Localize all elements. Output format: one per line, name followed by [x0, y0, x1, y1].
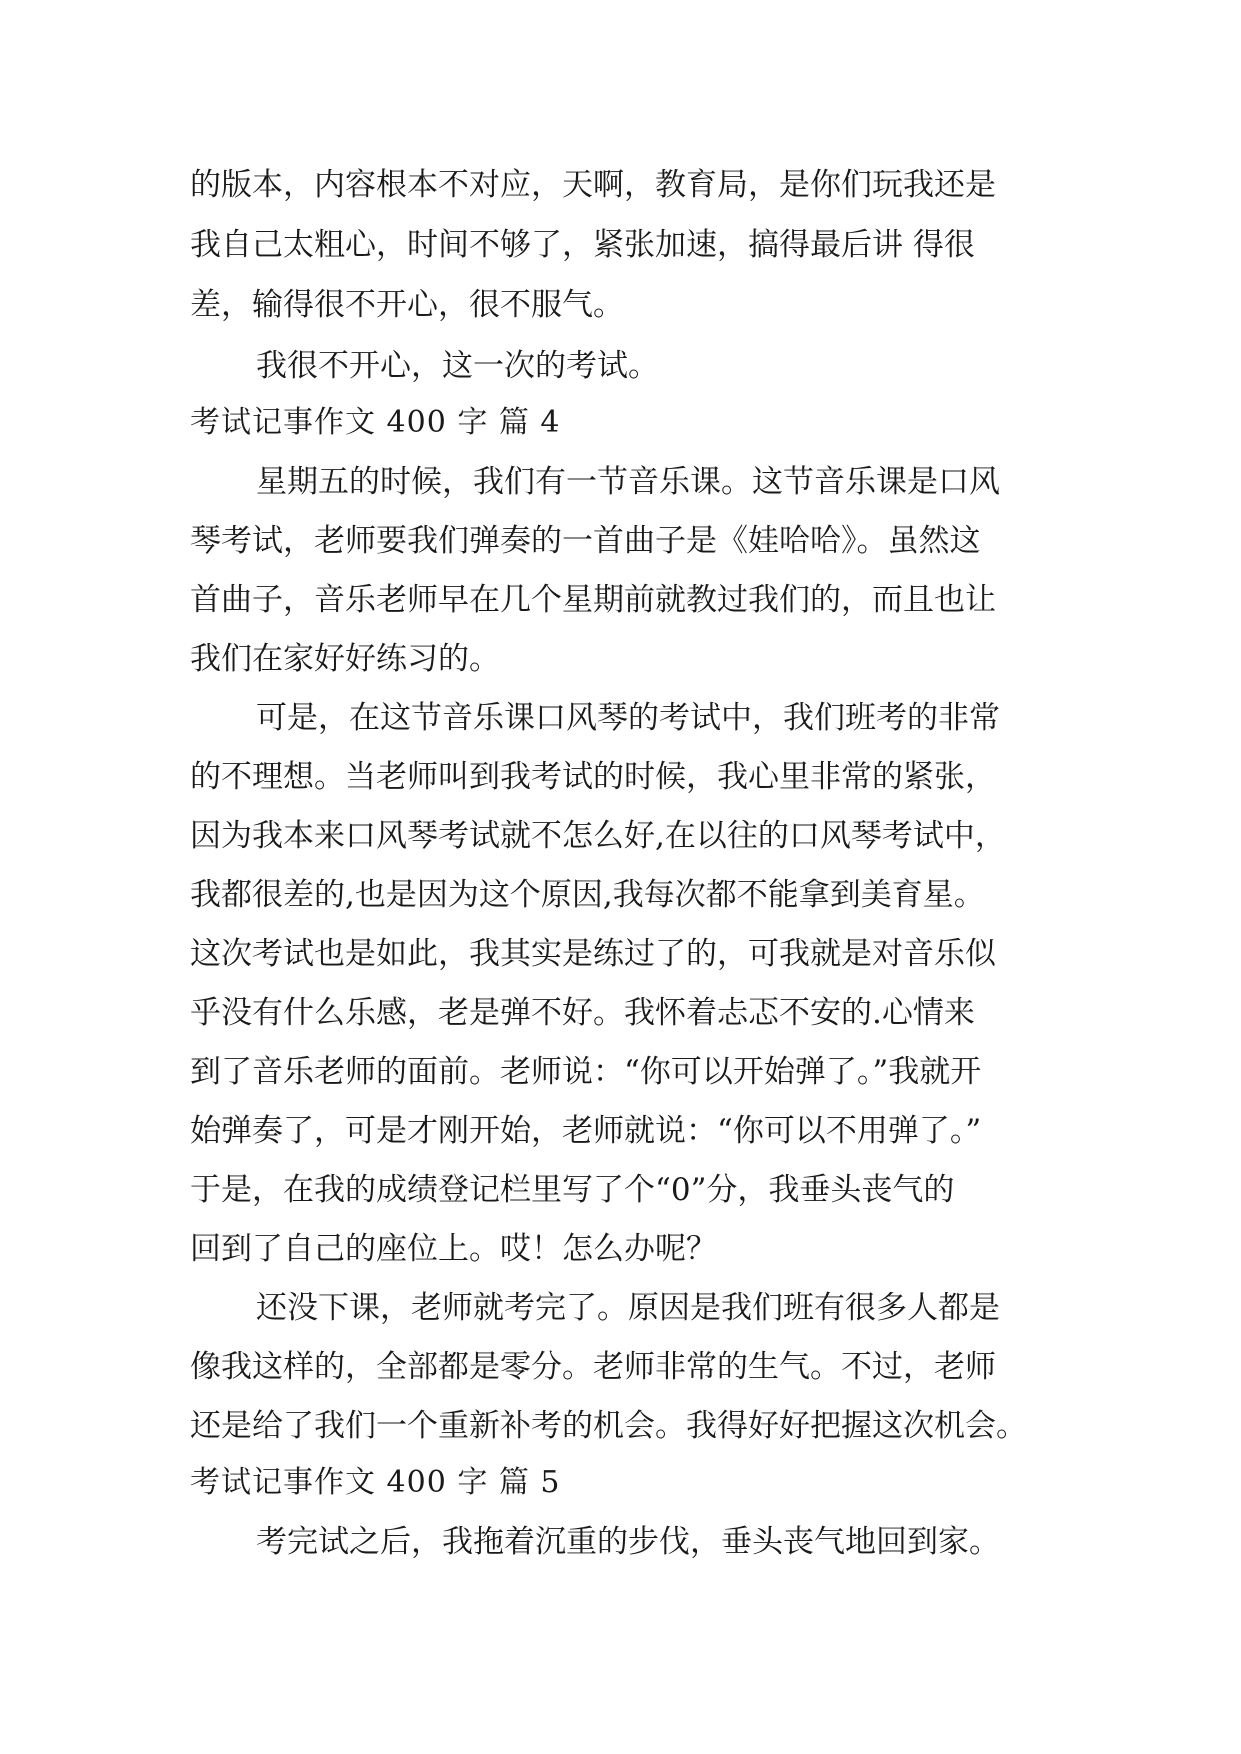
text-line: 首曲子，音乐老师早在几个星期前就教过我们的，而且也让 [190, 582, 996, 618]
text-line: 这次考试也是如此，我其实是练过了的，可我就是对音乐似 [190, 936, 996, 972]
text-line: 琴考试，老师要我们弹奏的一首曲子是《娃哈哈》。虽然这 [190, 523, 981, 559]
text-line: 还没下课，老师就考完了。原因是我们班有很多人都是 [256, 1290, 1000, 1326]
text-line: 我很不开心，这一次的考试。 [256, 348, 659, 384]
text-line: 像我这样的，全部都是零分。老师非常的生气。不过，老师 [190, 1349, 996, 1385]
text-line: 星期五的时候，我们有一节音乐课。这节音乐课是口风 [256, 464, 1000, 500]
text-line: 还是给了我们一个重新补考的机会。我得好好把握这次机会。 [190, 1408, 1027, 1444]
text-line: 到了音乐老师的面前。老师说：“你可以开始弹了。”我就开 [190, 1054, 982, 1090]
text-line: 考完试之后，我拖着沉重的步伐，垂头丧气地回到家。 [256, 1524, 1000, 1560]
text-line: 乎没有什么乐感，老是弹不好。我怀着忐忑不安的.心情来 [190, 995, 975, 1031]
text-line: 我自己太粗心，时间不够了，紧张加速，搞得最后讲 得很 [190, 227, 975, 263]
text-line: 的不理想。当老师叫到我考试的时候，我心里非常的紧张， [190, 759, 996, 795]
section-heading: 考试记事作文 400 字 篇 5 [190, 1465, 561, 1500]
text-line: 我们在家好好练习的。 [190, 641, 500, 677]
section-heading: 考试记事作文 400 字 篇 4 [190, 405, 561, 440]
text-line: 于是，在我的成绩登记栏里写了个“0”分，我垂头丧气的 [190, 1172, 955, 1208]
text-line: 的版本，内容根本不对应，天啊，教育局，是你们玩我还是 [190, 167, 996, 203]
text-line: 始弹奏了，可是才刚开始，老师就说：“你可以不用弹了。” [190, 1113, 982, 1149]
text-line: 差，输得很不开心，很不服气。 [190, 287, 624, 323]
text-line: 因为我本来口风琴考试就不怎么好,在以往的口风琴考试中， [190, 818, 1006, 854]
text-line: 回到了自己的座位上。哎！怎么办呢？ [190, 1231, 717, 1267]
text-line: 我都很差的,也是因为这个原因,我每次都不能拿到美育星。 [190, 877, 985, 913]
text-line: 可是，在这节音乐课口风琴的考试中，我们班考的非常 [256, 700, 1000, 736]
